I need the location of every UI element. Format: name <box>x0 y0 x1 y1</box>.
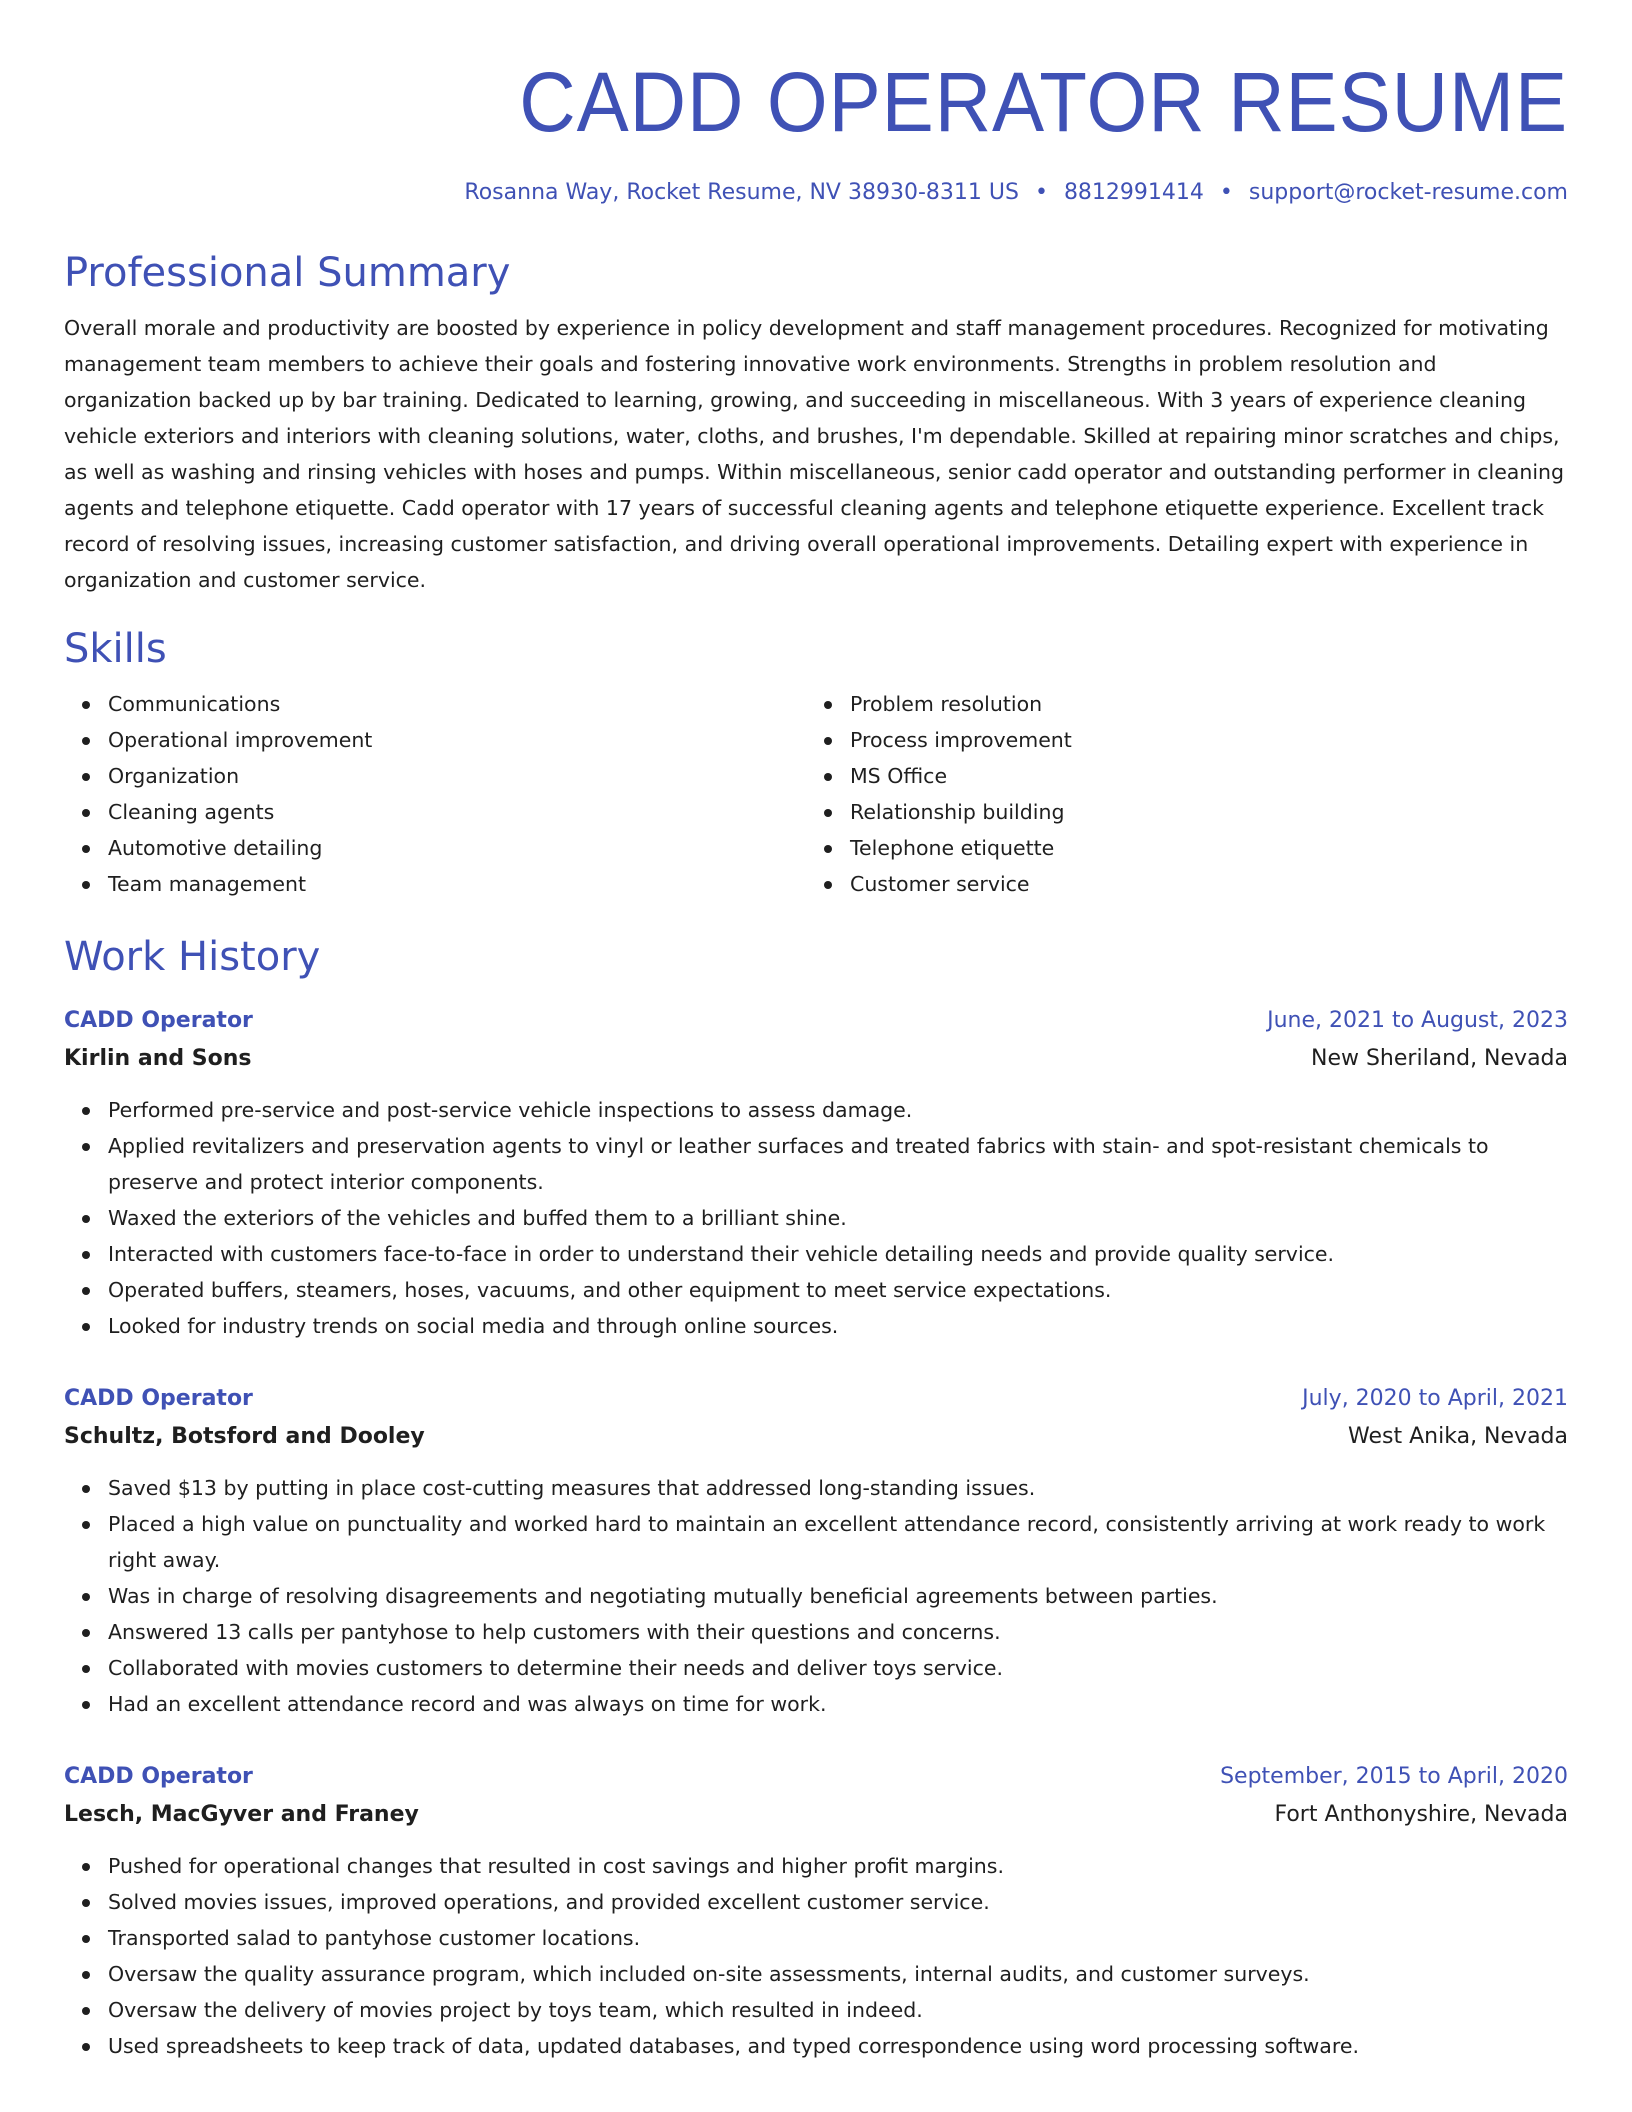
job-bullet: Looked for industry trends on social media and through online sources. <box>64 1308 1568 1344</box>
job-bullet-list <box>64 1848 1568 2064</box>
job-title-row <box>64 1002 1568 1040</box>
resume-page <box>64 0 1568 2064</box>
summary-heading: Professional Summary <box>64 250 511 296</box>
resume-title: CADD OPERATOR RESUME <box>519 55 1568 149</box>
job-bullet: Waxed the exteriors of the vehicles and buffed them to a brilliant shine. <box>64 1200 1568 1236</box>
job-bullet-list <box>64 1092 1568 1344</box>
skill-item: Problem resolution <box>806 686 1548 722</box>
job-location: Fort Anthonyshire, Nevada <box>1274 1802 1568 1827</box>
skills-list-right <box>806 686 1548 902</box>
job-entry <box>64 1380 1568 1722</box>
contact-address: Rosanna Way, Rocket Resume, NV 38930-8311 US <box>464 180 1019 205</box>
job-bullet: Placed a high value on punctuality and worked hard to maintain an excellent attendance record, consistently arriving at work ready to work right away. <box>64 1506 1568 1578</box>
job-bullet: Collaborated with movies customers to determine their needs and deliver toys service. <box>64 1650 1568 1686</box>
contact-phone: 8812991414 <box>1063 180 1204 205</box>
job-entry <box>64 1758 1568 2064</box>
job-bullet: Applied revitalizers and preservation agents to vinyl or leather surfaces and treated fabrics with stain- and spot-resistant chemicals to preserve and protect interior components. <box>64 1128 1568 1200</box>
job-bullet: Interacted with customers face-to-face in order to understand their vehicle detailing needs and provide quality service. <box>64 1236 1568 1272</box>
contact-separator: • <box>1219 180 1233 205</box>
job-bullet-list <box>64 1470 1568 1722</box>
job-location: West Anika, Nevada <box>1348 1424 1568 1449</box>
job-bullet: Solved movies issues, improved operations, and provided excellent customer service. <box>64 1884 1568 1920</box>
skill-item: Operational improvement <box>64 722 806 758</box>
job-company: Schultz, Botsford and Dooley <box>64 1424 425 1449</box>
skill-item: Cleaning agents <box>64 794 806 830</box>
job-bullet: Was in charge of resolving disagreements and negotiating mutually beneficial agreements between parties. <box>64 1578 1568 1614</box>
job-company-row <box>64 1796 1568 1834</box>
job-title: CADD Operator <box>64 1386 253 1411</box>
job-company: Lesch, MacGyver and Franey <box>64 1802 419 1827</box>
work-history-heading: Work History <box>64 934 321 980</box>
job-bullet: Oversaw the quality assurance program, which included on-site assessments, internal audits, and customer surveys. <box>64 1956 1568 1992</box>
job-title: CADD Operator <box>64 1008 253 1033</box>
skills-columns <box>64 686 1568 902</box>
job-dates: September, 2015 to April, 2020 <box>1220 1764 1568 1789</box>
skill-item: Automotive detailing <box>64 830 806 866</box>
job-company: Kirlin and Sons <box>64 1046 252 1071</box>
resume-header <box>64 0 1568 208</box>
contact-separator: • <box>1034 180 1048 205</box>
job-title: CADD Operator <box>64 1764 253 1789</box>
skill-item: Process improvement <box>806 722 1548 758</box>
job-bullet: Saved $13 by putting in place cost-cutting measures that addressed long-standing issues. <box>64 1470 1568 1506</box>
skill-item: MS Office <box>806 758 1548 794</box>
skill-item: Relationship building <box>806 794 1548 830</box>
job-bullet: Answered 13 calls per pantyhose to help customers with their questions and concerns. <box>64 1614 1568 1650</box>
job-location: New Sheriland, Nevada <box>1310 1046 1568 1071</box>
job-dates: July, 2020 to April, 2021 <box>1302 1386 1568 1411</box>
job-bullet: Pushed for operational changes that resulted in cost savings and higher profit margins. <box>64 1848 1568 1884</box>
job-company-row <box>64 1040 1568 1078</box>
work-history-section <box>64 932 1568 2064</box>
job-bullet: Oversaw the delivery of movies project by toys team, which resulted in indeed. <box>64 1992 1568 2028</box>
job-bullet: Transported salad to pantyhose customer locations. <box>64 1920 1568 1956</box>
job-title-row <box>64 1758 1568 1796</box>
job-bullet: Operated buffers, steamers, hoses, vacuums, and other equipment to meet service expectations. <box>64 1272 1568 1308</box>
professional-summary-section <box>64 248 1568 598</box>
skill-item: Organization <box>64 758 806 794</box>
job-bullet: Used spreadsheets to keep track of data, updated databases, and typed correspondence using word processing software. <box>64 2028 1568 2064</box>
job-bullet: Had an excellent attendance record and was always on time for work. <box>64 1686 1568 1722</box>
summary-text: Overall morale and productivity are boosted by experience in policy development and staff management procedures. Recognized for motivating management team members to achieve their goals and fostering innovative work environments. Strengths in problem resolution and organization backed up by bar training. Dedicated to learning, growing, and succeeding in miscellaneous. With 3 years of experience cleaning vehicle exteriors and interiors with cleaning solutions, water, cloths, and brushes, I'm dependable. Skilled at repairing minor scratches and chips, as well as washing and rinsing vehicles with hoses and pumps. Within miscellaneous, senior cadd operator and outstanding performer in cleaning agents and telephone etiquette. Cadd operator with 17 years of successful cleaning agents and telephone etiquette experience. Excellent track record of resolving issues, increasing customer satisfaction, and driving overall operational improvements. Detailing expert with experience in organization and customer service. <box>64 316 1565 592</box>
job-dates: June, 2021 to August, 2023 <box>1267 1008 1568 1033</box>
contact-line <box>64 178 1568 208</box>
skills-heading: Skills <box>64 626 167 672</box>
job-title-row <box>64 1380 1568 1418</box>
contact-email: support@rocket-resume.com <box>1248 180 1568 205</box>
job-entry <box>64 1002 1568 1344</box>
job-company-row <box>64 1418 1568 1456</box>
skills-section <box>64 624 1568 902</box>
skill-item: Telephone etiquette <box>806 830 1548 866</box>
skill-item: Team management <box>64 866 806 902</box>
skills-list-left <box>64 686 806 902</box>
skill-item: Communications <box>64 686 806 722</box>
job-bullet: Performed pre-service and post-service vehicle inspections to assess damage. <box>64 1092 1568 1128</box>
skill-item: Customer service <box>806 866 1548 902</box>
